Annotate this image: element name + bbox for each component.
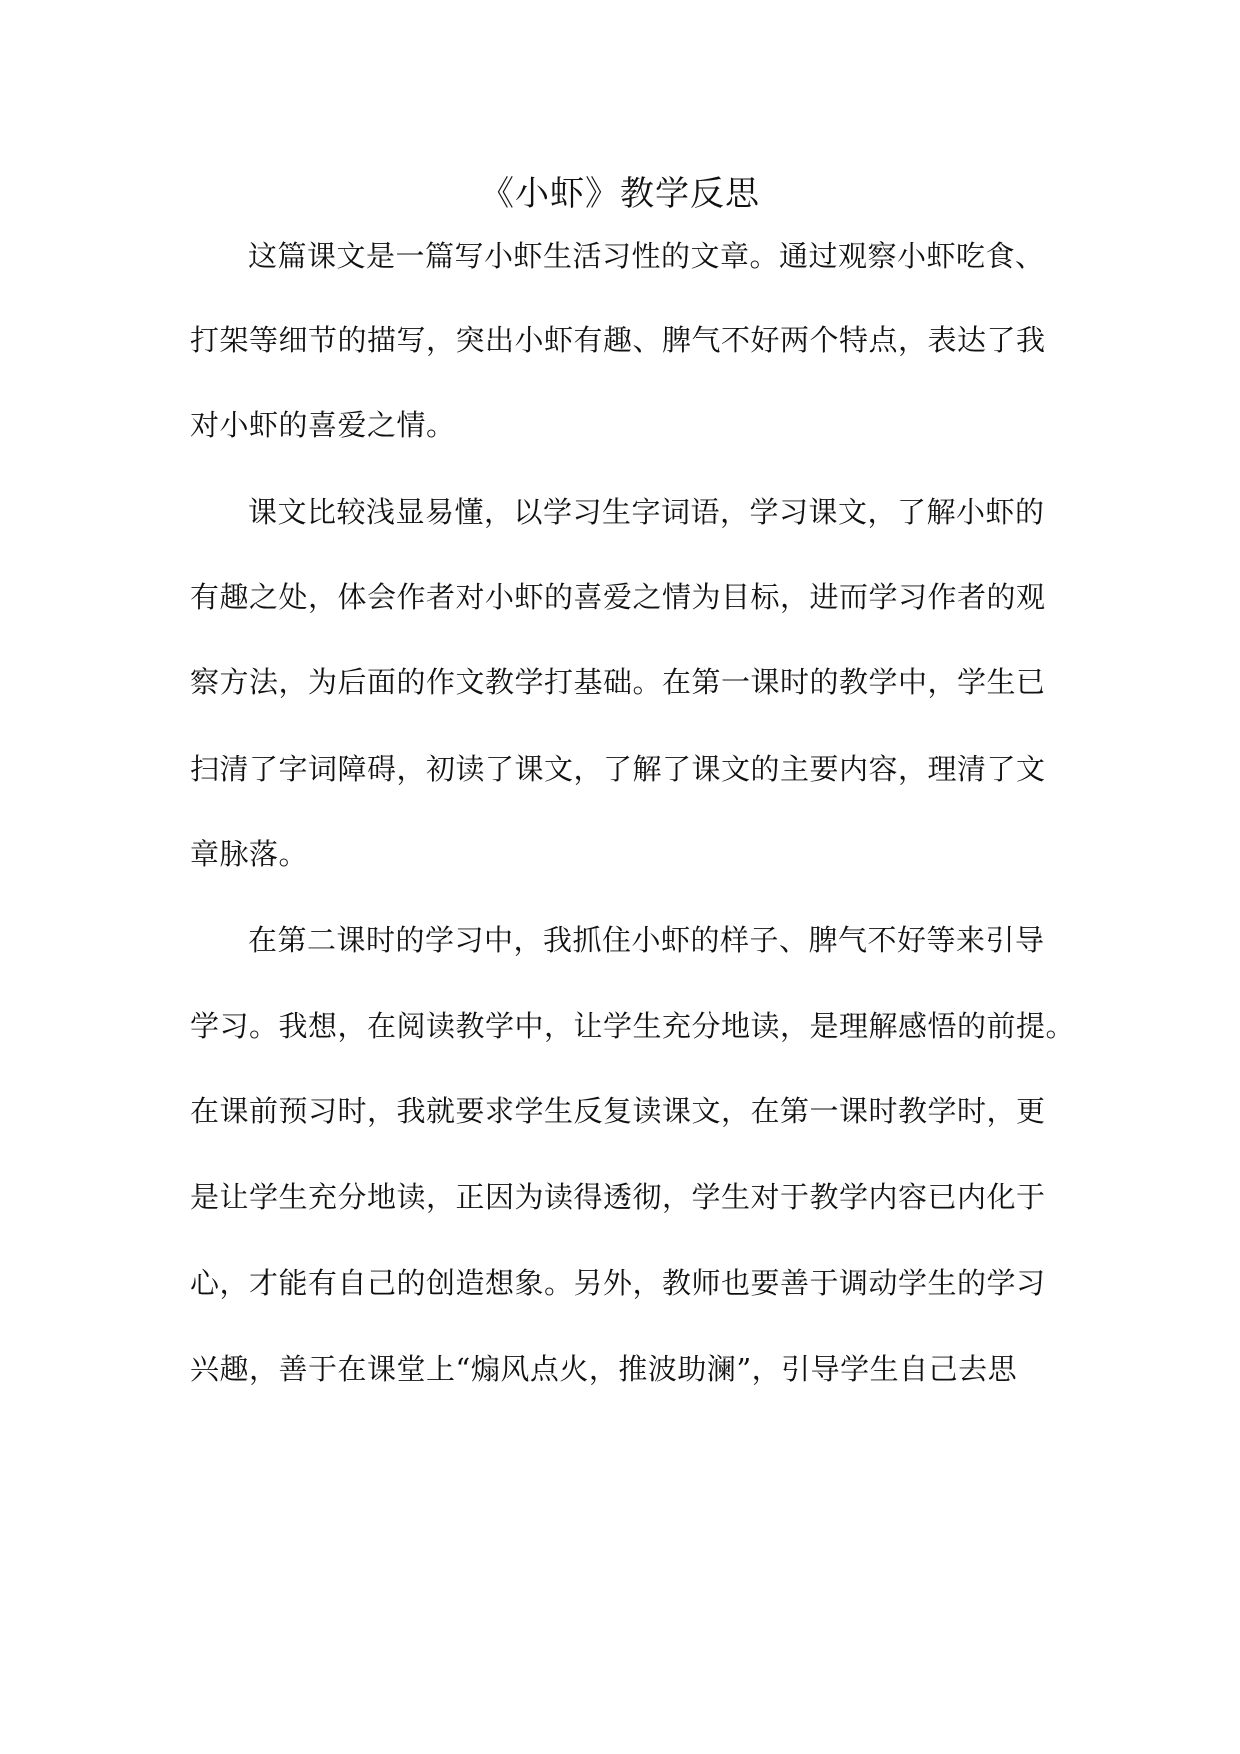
paragraph-2-line-5: 章脉落。 bbox=[190, 837, 309, 871]
document-title: 《小虾》教学反思 bbox=[480, 174, 760, 214]
paragraph-2-line-2: 有趣之处，体会作者对小虾的喜爱之情为目标，进而学习作者的观 bbox=[190, 580, 1046, 614]
paragraph-3-line-5: 心，才能有自己的创造想象。另外，教师也要善于调动学生的学习 bbox=[190, 1266, 1046, 1300]
paragraph-2-line-4: 扫清了字词障碍，初读了课文，了解了课文的主要内容，理清了文 bbox=[190, 752, 1046, 786]
paragraph-1-line-1: 这篇课文是一篇写小虾生活习性的文章。通过观察小虾吃食、 bbox=[248, 239, 1045, 273]
paragraph-3-line-1: 在第二课时的学习中，我抓住小虾的样子、脾气不好等来引导 bbox=[248, 923, 1045, 957]
paragraph-3-line-3: 在课前预习时，我就要求学生反复读课文，在第一课时教学时，更 bbox=[190, 1094, 1046, 1128]
paragraph-1-line-3: 对小虾的喜爱之情。 bbox=[190, 408, 456, 442]
paragraph-2-line-3: 察方法，为后面的作文教学打基础。在第一课时的教学中，学生已 bbox=[190, 665, 1046, 699]
paragraph-2-line-1: 课文比较浅显易懂，以学习生字词语，学习课文，了解小虾的 bbox=[248, 495, 1045, 529]
paragraph-3-line-4: 是让学生充分地读，正因为读得透彻，学生对于教学内容已内化于 bbox=[190, 1180, 1046, 1214]
paragraph-3-line-2: 学习。我想，在阅读教学中，让学生充分地读，是理解感悟的前提。 bbox=[190, 1009, 1076, 1043]
paragraph-1-line-2: 打架等细节的描写，突出小虾有趣、脾气不好两个特点，表达了我 bbox=[190, 323, 1046, 357]
paragraph-3-line-6: 兴趣，善于在课堂上“煽风点火，推波助澜”，引导学生自己去思 bbox=[190, 1352, 1018, 1386]
